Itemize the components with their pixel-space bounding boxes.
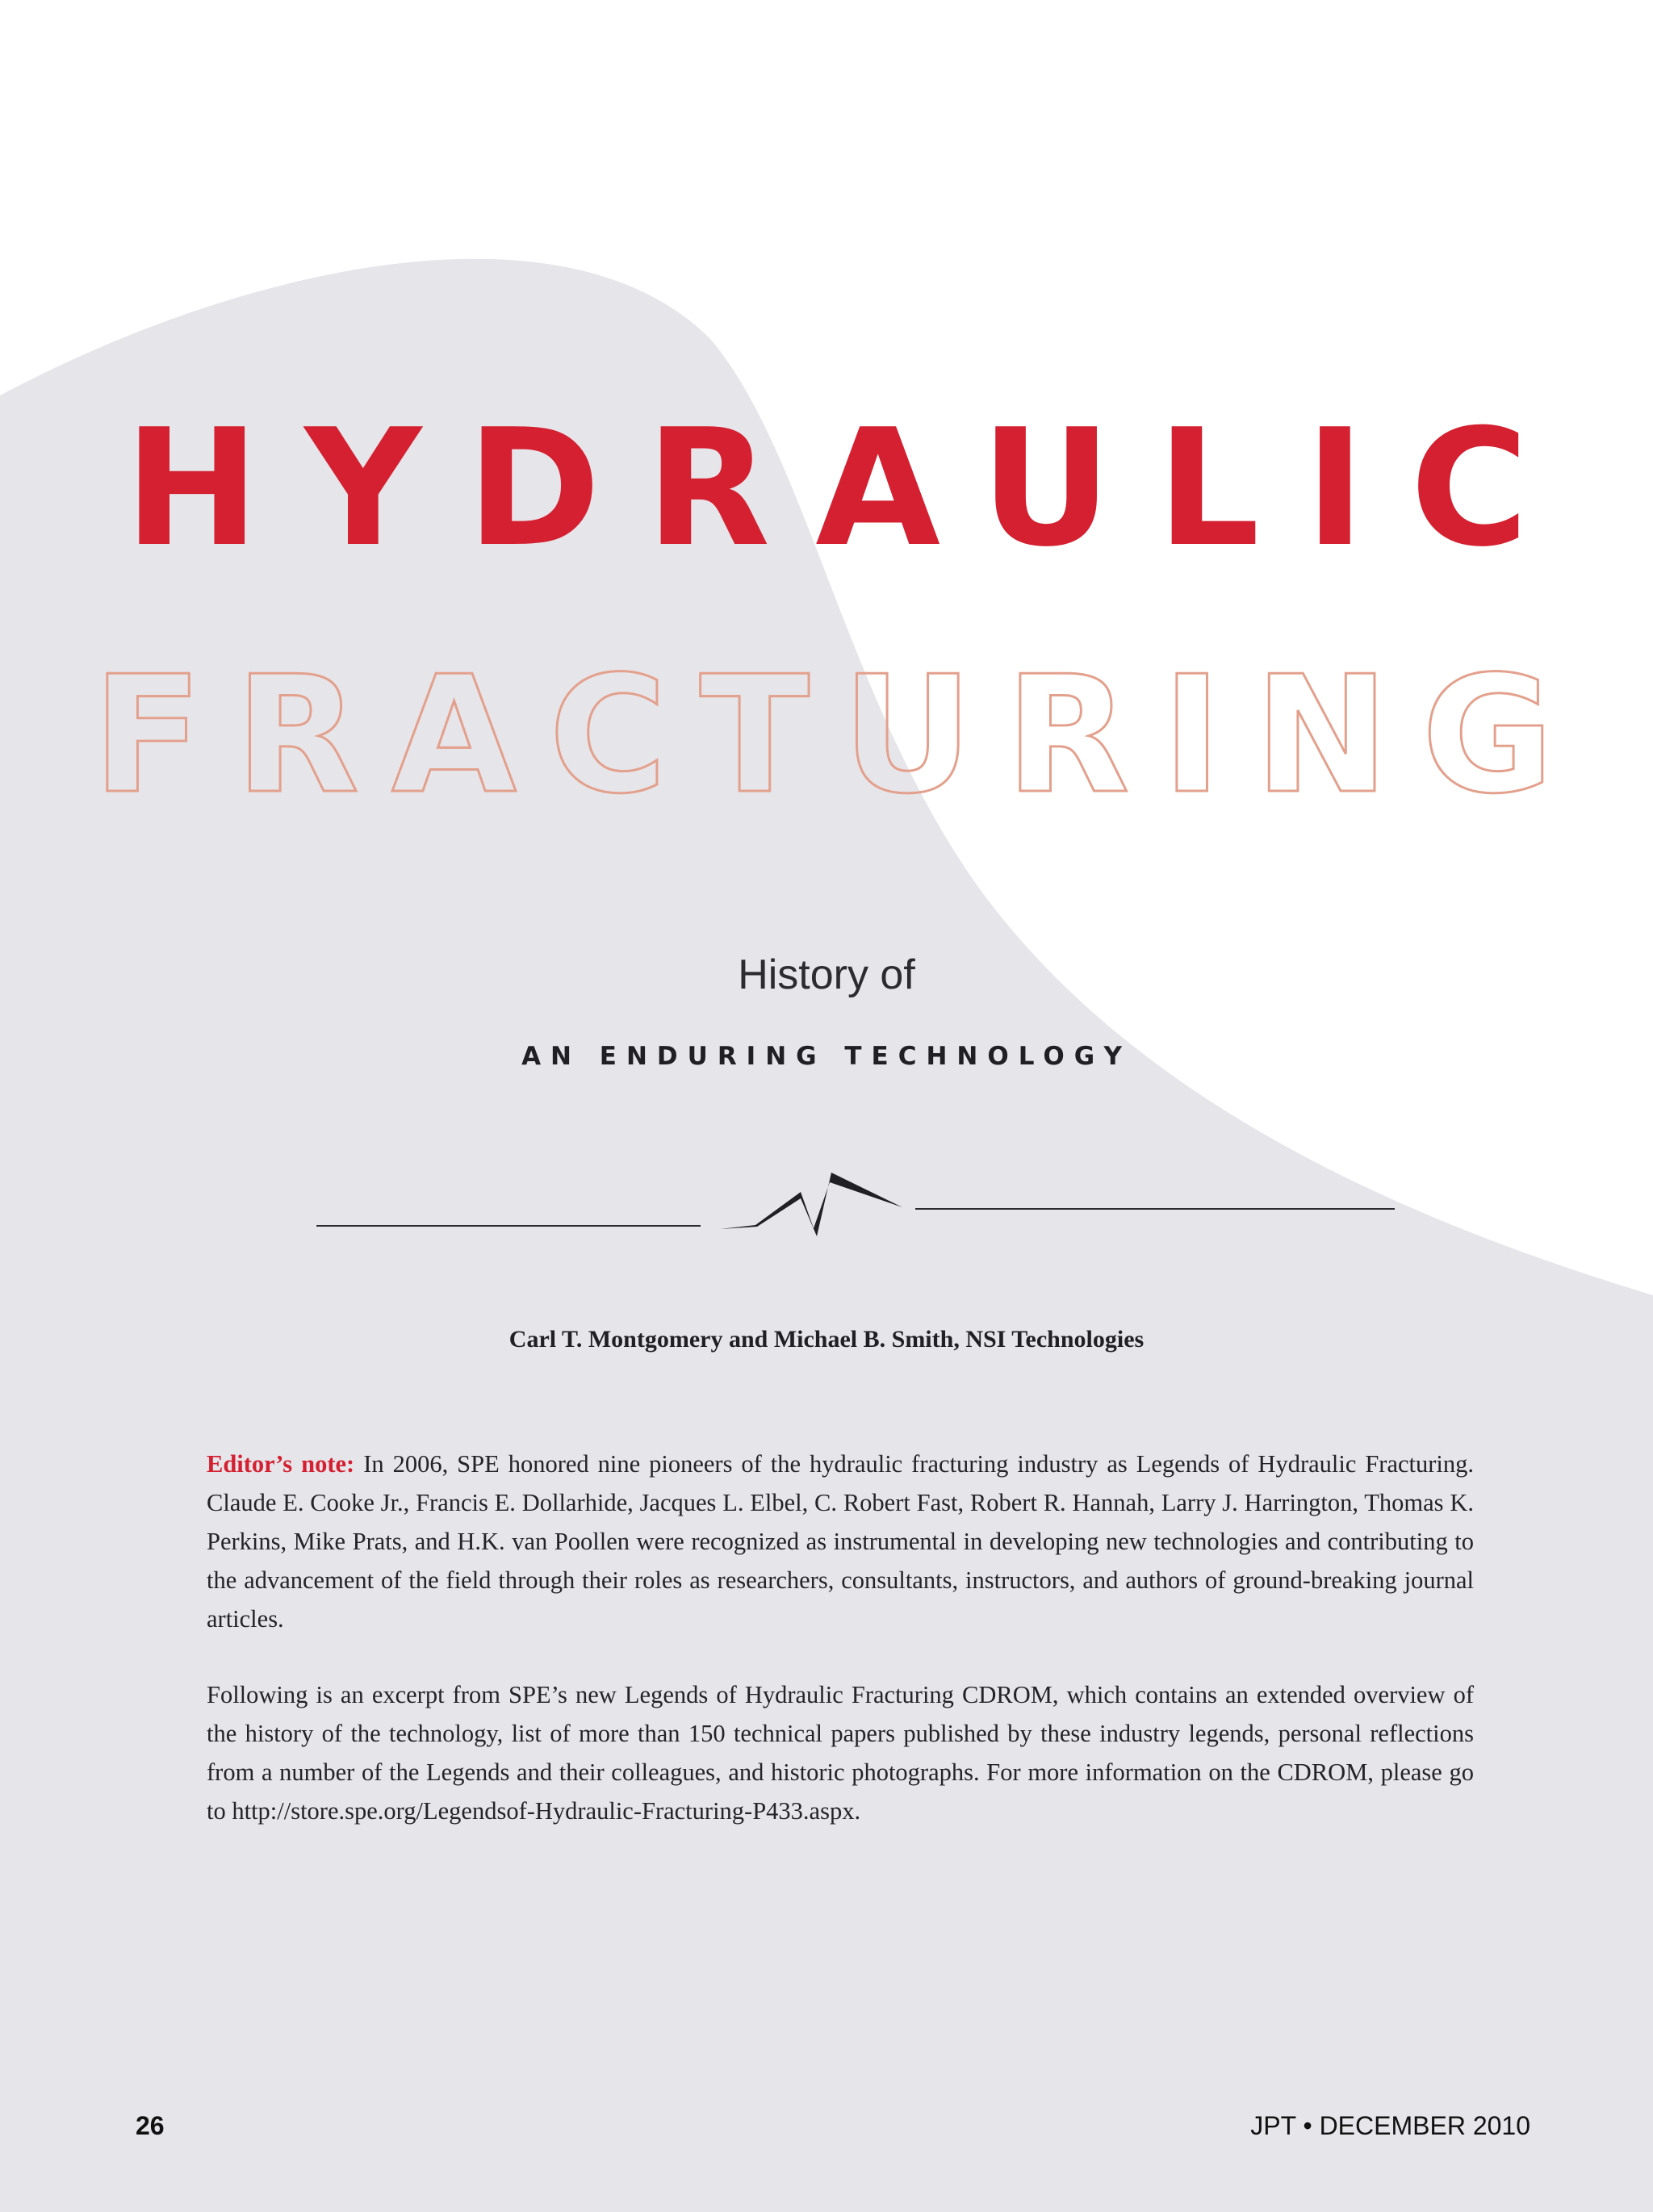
subtitle-history-of: History of [738, 951, 915, 998]
editors-note-label: Editor’s note: [207, 1450, 355, 1478]
fracture-divider [307, 1162, 1404, 1243]
subtitle-enduring-technology: AN ENDURING TECHNOLOGY [521, 1042, 1132, 1071]
editors-note-text: In 2006, SPE honored nine pioneers of the hydraulic fracturing industry as Legends of Hydraulic Fracturing. Claude E. Cooke Jr., Francis E. Dollarhide, Jacques L. Elbel, C. Robert Fast, Robert R. Hannah, Larry J. Harrington, Thomas K. Perkins, Mike Prats, and H.K. van Poollen were recognized as instrumental in developing new technologies and contributing to the advancement of the field through their roles as researchers, consultants, instructors, and authors of ground-breaking journal articles. [207, 1450, 1475, 1633]
page-number: 26 [136, 2111, 165, 2140]
excerpt-paragraph: Following is an excerpt from SPE’s new Legends of Hydraulic Fracturing CDROM, which contains an extended overview of the history of the technology, list of more than 150 technical papers published by these industry legends, personal reflections from a number of the Legends and their colleagues, and historic photographs. For more information on the CDROM, please go to http://store.spe.org/Legendsof-Hydraulic-Fracturing-P433.aspx. [207, 1681, 1474, 1825]
author-byline: Carl T. Montgomery and Michael B. Smith, NSI Technologies [508, 1326, 1145, 1353]
title-fracturing-text: FRACTURING [92, 642, 1587, 823]
fracture-zigzag-icon [720, 1173, 902, 1236]
editors-note-paragraph [207, 1445, 1474, 1638]
title-hydraulic: HYDRAULIC [124, 395, 1574, 583]
title-fracturing-outline [0, 638, 1653, 823]
publication-footer: JPT • DECEMBER 2010 [1250, 2111, 1530, 2140]
